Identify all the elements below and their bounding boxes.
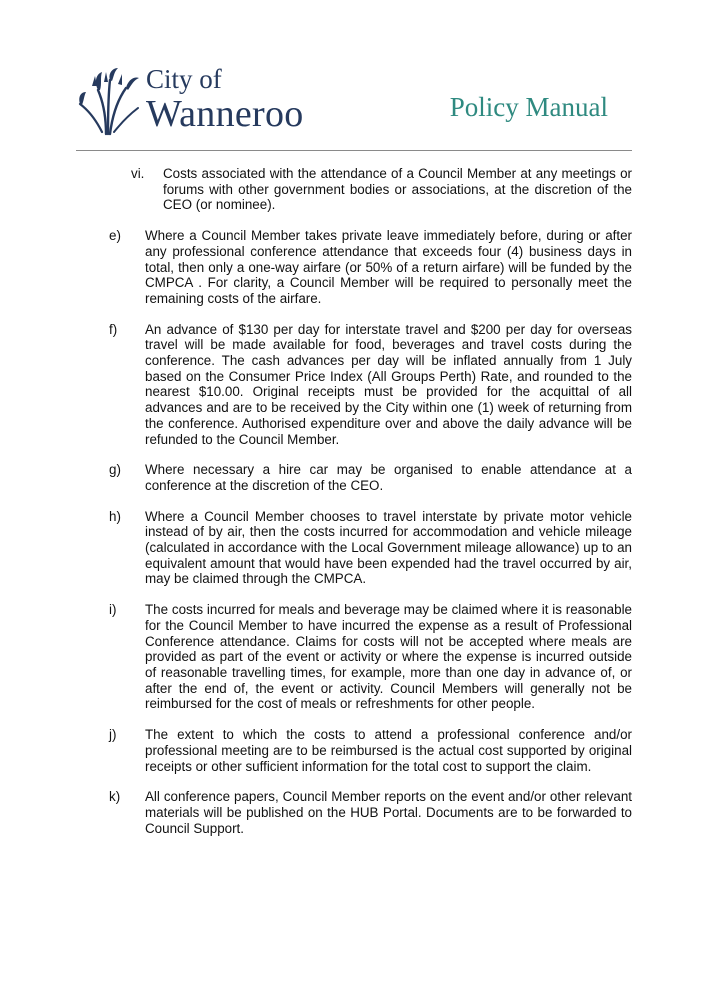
- clause-text: All conference papers, Council Member reports on the event and/or other relevant materials will be published on the HUB Portal. Documents are to be forwarded to Council Support.: [145, 789, 632, 836]
- clause-marker: i): [109, 602, 117, 618]
- clause-i: [76, 602, 632, 712]
- clause-marker: j): [109, 727, 117, 743]
- policy-manual-title: Policy Manual: [449, 92, 608, 122]
- logo-name-text: Wanneroo: [146, 93, 304, 135]
- clause-text: The costs incurred for meals and beverage may be claimed where it is reasonable for the Council Member to have incurred the expense as a result of Professional Conference attendance. Claims for costs will not be accepted where meals are provided as part of the event or activity or where the expense is incurred outside of reasonable travelling times, for example, more than one day in advance of, or after the end of, the event or activity. Council Members will generally not be reimbursed for the cost of meals or refreshments for other people.: [145, 602, 632, 712]
- header-divider: [76, 150, 632, 151]
- clause-j: [76, 727, 632, 774]
- logo-city-text: City of: [146, 64, 222, 94]
- clause-marker: k): [109, 789, 121, 805]
- clause-marker: h): [109, 508, 121, 524]
- kangaroo-paw-icon: [76, 68, 140, 136]
- clause-f: [76, 322, 632, 448]
- clause-text: Where a Council Member takes private leave immediately before, during or after any professional conference attendance that exceeds four (4) business days in total, then only a one-way airfare (or 50% of a return airfare) will be funded by the CMPCA . For clarity, a Council Member will be required to personally meet the remaining costs of the airfare.: [145, 228, 632, 306]
- clause-text: Costs associated with the attendance of a Council Member at any meetings or forums with other government bodies or associations, at the discretion of the CEO (or nominee).: [163, 166, 632, 213]
- clause-k: [76, 789, 632, 836]
- city-logo: [76, 62, 326, 136]
- clause-text: Where a Council Member chooses to travel interstate by private motor vehicle instead of by air, then the costs incurred for accommodation and vehicle mileage (calculated in accordance with the Local Government mileage allowance) up to an equivalent amount that would have been expended had the travel occurred by air, may be claimed through the CMPCA.: [145, 508, 632, 587]
- clause-text: The extent to which the costs to attend a professional conference and/or professional meeting are to be reimbursed is the actual cost supported by original receipts or other sufficient information for the total cost to support the claim.: [145, 727, 632, 774]
- clause-marker: e): [109, 228, 121, 244]
- clause-text: An advance of $130 per day for interstate travel and $200 per day for overseas travel will be made available for food, beverages and travel costs during the conference. The cash advances per day will be inflated annually from 1 July based on the Consumer Price Index (All Groups Perth) Rate, and rounded to the nearest $10.00. Original receipts must be provided for the acquittal of all advances and are to be received by the City within one (1) week of returning from the conference. Authorised expenditure over and above the daily advance will be refunded to the Council Member.: [145, 321, 632, 447]
- policy-clauses: [76, 166, 632, 836]
- page-header: [76, 58, 632, 150]
- clause-marker: f): [109, 321, 118, 337]
- clause-text: Where necessary a hire car may be organised to enable attendance at a conference at the discretion of the CEO.: [145, 462, 632, 493]
- clause-e: [76, 228, 632, 307]
- clause-marker: vi.: [131, 166, 145, 181]
- clause-h: [76, 509, 632, 588]
- clause-g: [76, 462, 632, 493]
- clause-vi: [76, 166, 632, 213]
- clause-marker: g): [109, 462, 121, 478]
